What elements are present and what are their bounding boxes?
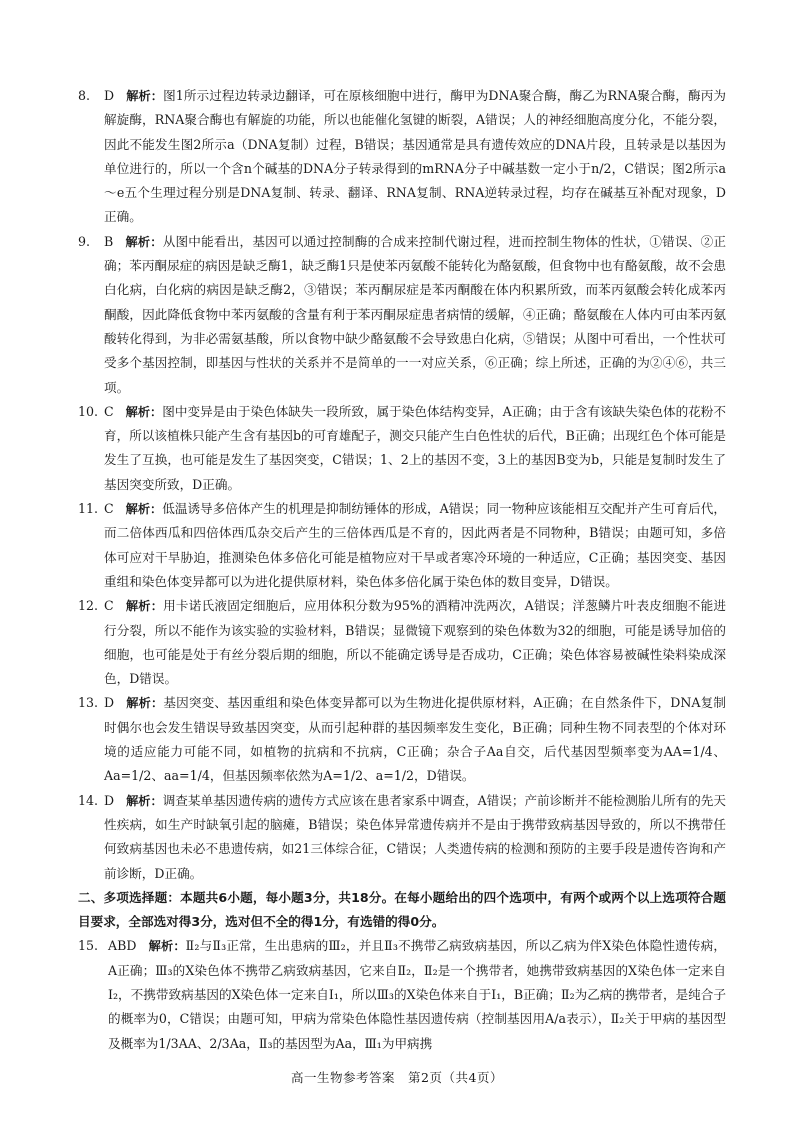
item-number: 11. bbox=[78, 501, 99, 517]
item-number: 12. bbox=[78, 598, 99, 614]
item-answer: D bbox=[104, 792, 115, 808]
answer-content bbox=[78, 84, 726, 1056]
item-analysis-label: 解析： bbox=[125, 404, 163, 419]
item-analysis-label: 解析： bbox=[125, 599, 164, 614]
answer-item-9 bbox=[78, 230, 726, 400]
item-number: 8. bbox=[78, 88, 91, 103]
item-analysis-text: 低温诱导多倍体产生的机理是抑制纺锤体的形成，A错误；同一物种应该能相互交配并产生可育后代，而二倍体西瓜和四倍体西瓜杂交后产生的三倍体西瓜是不育的，因此两者是不同物种，B错误；由题可知，多倍体可应对干旱胁迫，推测染色体多倍化可能是植物应对干旱或者寒冷环境的一种适应，C正确；基因突变、基因重组和染色体变异都可以为进化提供原材料，染色体多倍化属于染色体的数目变异，D错误。 bbox=[104, 501, 726, 589]
page-footer: 高一生物参考答案 第2页（共4页） bbox=[291, 1070, 503, 1085]
item-analysis-text: 图1所示过程边转录边翻译，可在原核细胞中进行，酶甲为DNA聚合酶，酶乙为RNA聚合酶，酶丙为解旋酶，RNA聚合酶也有解旋的功能，所以也能催化氢键的断裂，A错误；人的神经细胞高度分化，不能分裂，因此不能发生图2所示a（DNA复制）过程，B错误；基因通常是具有遗传效应的DNA片段，且转录是以基因为单位进行的，所以一个含n个碱基的DNA分子转录得到的mRNA分子中碱基数一定小于n/2，C错误；图2所示a～e五个生理过程分别是DNA复制、转录、翻译、RNA复制、RNA逆转录过程，均存在碱基互补配对现象，D正确。 bbox=[104, 88, 726, 225]
item-analysis-text: 从图中能看出，基因可以通过控制酶的合成来控制代谢过程，进而控制生物体的性状，①错误、②正确；苯丙酮尿症的病因是缺乏酶1，缺乏酶1只是使苯丙氨酸不能转化为酪氨酸，但食物中也有酪氨酸，故不会患白化病，白化病的病因是缺乏酶2，③错误；苯丙酮尿症是苯丙酮酸在体内积累所致，而苯丙氨酸会转化成苯丙酮酸，因此降低食物中苯丙氨酸的含量有利于苯丙酮尿症患者病情的缓解，④正确；酪氨酸在人体内可由苯丙氨酸转化得到，为非必需氨基酸，所以食物中缺少酪氨酸不会导致患白化病，⑤错误；从图中可看出，一个性状可受多个基因控制，即基因与性状的关系并不是简单的一一对应关系，⑥正确；综上所述，正确的为②④⑥，共三项。 bbox=[104, 233, 727, 395]
item-answer: B bbox=[104, 233, 114, 249]
item-analysis-text: 图中变异是由于染色体缺失一段所致，属于染色体结构变异，A正确；由于含有该缺失染色体的花粉不育，所以该植株只能产生含有基因b的可育雄配子，测交只能产生白色性状的后代，B正确；出现红色个体可能是发生了互换，也可能是发生了基因突变，C错误；1、2上的基因不变，3上的基因B变为b，只能是复制时发生了基因突变所致，D正确。 bbox=[104, 403, 726, 492]
answer-item-13 bbox=[78, 691, 726, 788]
item-analysis-text: 用卡诺氏液固定细胞后，应用体积分数为95%的酒精冲洗两次，A错误；洋葱鳞片叶表皮细胞不能进行分裂，所以不能作为该实验的实验材料，B错误；显微镜下观察到的染色体数为32的细胞，可能是诱导加倍的细胞，也可能是处于有丝分裂后期的细胞，所以不能确定诱导是否成功，C正确；染色体容易被碱性染料染成深色，D错误。 bbox=[104, 598, 726, 687]
item-number: 14. bbox=[78, 792, 99, 808]
item-answer: C bbox=[104, 598, 114, 614]
item-number: 15. bbox=[78, 938, 99, 954]
item-answer: ABD bbox=[108, 938, 137, 954]
item-analysis-label: 解析： bbox=[125, 234, 163, 249]
item-analysis-label: 解析： bbox=[126, 89, 164, 103]
answer-item-10 bbox=[78, 400, 726, 497]
answer-item-11 bbox=[78, 497, 726, 594]
item-analysis-text: Ⅱ₂与Ⅱ₃正常，生出患病的Ⅲ₂，并且Ⅱ₃不携带乙病致病基因，所以乙病为伴X染色体隐性遗传病，A正确；Ⅲ₃的X染色体不携带乙病致病基因，它来自Ⅱ₂，Ⅱ₂是一个携带者，她携带致病基因的X染色体一定来自Ⅰ₂，不携带致病基因的X染色体一定来自Ⅰ₁，所以Ⅲ₃的X染色体来自于Ⅰ₁，B正确；Ⅱ₂为乙病的携带者，是纯合子的概率为0，C错误；由题可知，甲病为常染色体隐性基因遗传病（控制基因用A/a表示），Ⅱ₂关于甲病的基因型及概率为1/3AA、2/3Aa，Ⅱ₃的基因型为Aa，Ⅲ₁为甲病携 bbox=[108, 938, 727, 1051]
item-analysis-text: 基因突变、基因重组和染色体变异都可以为生物进化提供原材料，A正确；在自然条件下，DNA复制时偶尔也会发生错误导致基因突变，从而引起种群的基因频率发生变化，B正确；同种生物不同表型的个体对环境的适应能力可能不同，如植物的抗病和不抗病，C正确；杂合子Aa自交，后代基因型频率变为AA=1/4、Aa=1/2、aa=1/4，但基因频率依然为A=1/2、a=1/2，D错误。 bbox=[104, 695, 726, 784]
item-answer: C bbox=[104, 501, 114, 517]
item-answer: D bbox=[104, 695, 115, 711]
item-analysis-label: 解析： bbox=[126, 793, 163, 808]
section-heading-multiple-choice: 二、多项选择题：本题共6小题，每小题3分，共18分。在每小题给出的四个选项中，有两个或两个以上选项符合题目要求，全部选对得3分，选对但不全的得1分，有选错的得0分。 bbox=[78, 889, 726, 930]
item-number: 10. bbox=[78, 403, 99, 419]
item-analysis-label: 解析： bbox=[148, 939, 186, 954]
item-analysis-label: 解析： bbox=[126, 696, 164, 711]
answer-item-15 bbox=[78, 934, 726, 1055]
answer-item-8 bbox=[78, 84, 726, 230]
item-analysis-text: 调查某单基因遗传病的遗传方式应该在患者家系中调查，A错误；产前诊断并不能检测胎儿所有的先天性疾病，如生产时缺氧引起的脑瘫，B错误；染色体异常遗传病并不是由于携带致病基因导致的，所以不携带任何致病基因也未必不患遗传病，如21三体综合征，C错误；人类遗传病的检测和预防的主要手段是遗传咨询和产前诊断，D正确。 bbox=[104, 792, 726, 881]
item-analysis-label: 解析： bbox=[125, 502, 163, 517]
item-number: 13. bbox=[78, 695, 99, 711]
item-answer: C bbox=[104, 403, 114, 419]
item-number: 9. bbox=[78, 233, 91, 249]
answer-item-14 bbox=[78, 789, 726, 886]
item-answer: D bbox=[104, 88, 115, 103]
answer-item-12 bbox=[78, 594, 726, 691]
